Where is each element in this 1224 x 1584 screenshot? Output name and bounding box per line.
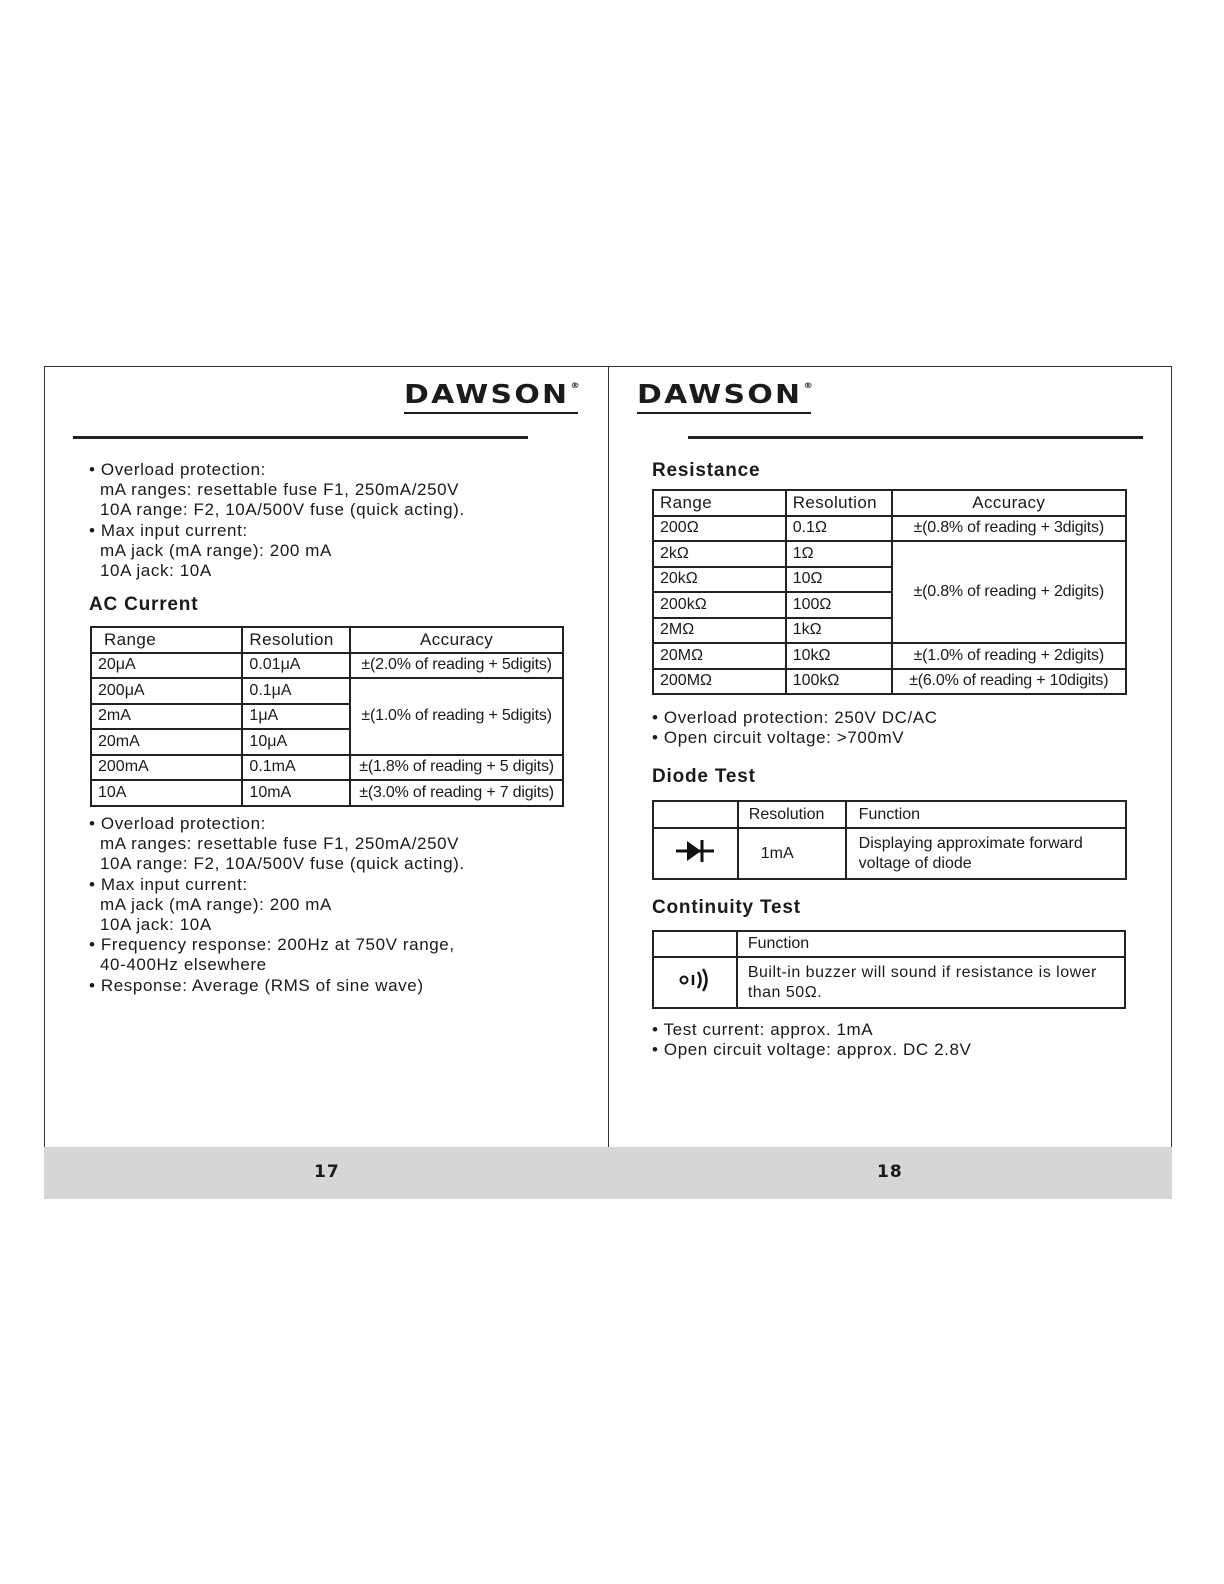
bullet-line: mA ranges: resettable fuse F1, 250mA/250V	[100, 834, 460, 854]
resistance-heading: Resistance	[652, 460, 761, 481]
resolution-cell: 1mA	[738, 828, 846, 879]
brand-logo-right: DAWSON®	[637, 380, 813, 410]
continuity-bullets	[652, 1020, 971, 1060]
bullet-line: 10A range: F2, 10A/500V fuse (quick acting).	[100, 854, 465, 874]
page-number-right: 18	[877, 1162, 903, 1182]
accuracy-cell: ±(2.0% of reading + 5digits)	[350, 653, 563, 679]
bullet-line: • Open circuit voltage: >700mV	[652, 728, 938, 748]
accuracy-cell: ±(0.8% of reading + 2digits)	[892, 541, 1126, 643]
footer-band	[44, 1147, 1172, 1199]
left-bottom-bullets	[89, 814, 465, 996]
header-resolution: Resolution	[738, 801, 846, 828]
resolution-cell: 1μA	[242, 704, 350, 730]
header-range: Range	[653, 490, 786, 516]
resolution-cell: 10kΩ	[786, 643, 892, 669]
left-top-bullets	[89, 460, 465, 581]
accuracy-cell: ±(0.8% of reading + 3digits)	[892, 516, 1126, 542]
accuracy-cell: ±(6.0% of reading + 10digits)	[892, 669, 1126, 695]
bullet-line: • Frequency response: 200Hz at 750V range,	[89, 935, 465, 955]
bullet-line: 10A jack: 10A	[100, 915, 212, 935]
accuracy-cell: ±(1.0% of reading + 2digits)	[892, 643, 1126, 669]
table-row	[91, 678, 563, 704]
logo-underline-left	[404, 412, 578, 414]
bullet-line: • Max input current:	[89, 875, 465, 895]
bullet-line: • Overload protection: 250V DC/AC	[652, 708, 938, 728]
bullet-line: • Test current: approx. 1mA	[652, 1020, 971, 1040]
header-range: Range	[91, 627, 242, 653]
range-cell: 2mA	[91, 704, 242, 730]
range-cell: 2MΩ	[653, 618, 786, 644]
resolution-cell: 10Ω	[786, 567, 892, 593]
bullet-line: mA ranges: resettable fuse F1, 250mA/250V	[100, 480, 460, 500]
header-resolution: Resolution	[242, 627, 350, 653]
ac-current-table	[90, 626, 564, 807]
logo-underline-right	[637, 412, 811, 414]
bullet-line: mA jack (mA range): 200 mA	[100, 894, 332, 914]
page-divider	[608, 366, 609, 1148]
header-function: Function	[846, 801, 1126, 828]
accuracy-cell: ±(1.8% of reading + 5 digits)	[350, 755, 563, 781]
bullet-line: 40-400Hz elsewhere	[100, 955, 267, 975]
header-accuracy: Accuracy	[350, 627, 563, 653]
range-cell: 200mA	[91, 755, 242, 781]
range-cell: 2kΩ	[653, 541, 786, 567]
page-number-left: 17	[314, 1162, 340, 1182]
header-rule-left	[73, 436, 528, 439]
icon-header-cell	[653, 931, 737, 957]
bullet-line: mA jack (mA range): 200 mA	[100, 540, 332, 560]
range-cell: 200kΩ	[653, 592, 786, 618]
bullet-line: 10A range: F2, 10A/500V fuse (quick acting).	[100, 500, 465, 520]
range-cell: 20μA	[91, 653, 242, 679]
table-row	[653, 516, 1126, 542]
range-cell: 20MΩ	[653, 643, 786, 669]
resistance-bullets	[652, 708, 938, 748]
continuity-test-heading: Continuity Test	[652, 897, 801, 918]
table-header-row	[653, 801, 1126, 828]
resolution-cell: 1Ω	[786, 541, 892, 567]
bullet-line: • Open circuit voltage: approx. DC 2.8V	[652, 1040, 971, 1060]
resolution-cell: 1kΩ	[786, 618, 892, 644]
range-cell: 200MΩ	[653, 669, 786, 695]
continuity-test-table	[652, 930, 1126, 1009]
bullet-line: • Max input current:	[89, 521, 465, 541]
table-row	[653, 541, 1126, 567]
table-header-row	[91, 627, 563, 653]
bullet-line: • Overload protection:	[89, 460, 465, 480]
diode-test-table	[652, 800, 1127, 880]
table-row	[653, 957, 1125, 1008]
resistance-table	[652, 489, 1127, 695]
table-row	[91, 780, 563, 806]
buzzer-sound-icon	[678, 966, 712, 994]
table-row	[91, 755, 563, 781]
resolution-cell: 0.1mA	[242, 755, 350, 781]
diode-cell	[653, 828, 738, 879]
resolution-cell: 10μA	[242, 729, 350, 755]
diode-symbol-icon	[674, 837, 716, 865]
table-row	[91, 653, 563, 679]
function-cell: Displaying approximate forward voltage of diode	[846, 828, 1126, 879]
range-cell: 200μA	[91, 678, 242, 704]
range-cell: 200Ω	[653, 516, 786, 542]
brand-logo-left: DAWSON®	[404, 380, 580, 410]
bullet-line: • Response: Average (RMS of sine wave)	[89, 976, 465, 996]
buzzer-cell	[653, 957, 737, 1008]
table-row	[653, 643, 1126, 669]
resolution-cell: 0.1μA	[242, 678, 350, 704]
ac-current-heading: AC Current	[89, 594, 199, 615]
header-function: Function	[737, 931, 1125, 957]
range-cell: 10A	[91, 780, 242, 806]
resolution-cell: 100kΩ	[786, 669, 892, 695]
table-header-row	[653, 931, 1125, 957]
header-accuracy: Accuracy	[892, 490, 1126, 516]
bullet-line: • Overload protection:	[89, 814, 465, 834]
accuracy-cell: ±(1.0% of reading + 5digits)	[350, 678, 563, 755]
header-rule-right	[688, 436, 1143, 439]
range-cell: 20mA	[91, 729, 242, 755]
resolution-cell: 0.1Ω	[786, 516, 892, 542]
range-cell: 20kΩ	[653, 567, 786, 593]
table-header-row	[653, 490, 1126, 516]
header-resolution: Resolution	[786, 490, 892, 516]
resolution-cell: 100Ω	[786, 592, 892, 618]
function-cell: Built-in buzzer will sound if resistance is lower than 50Ω.	[737, 957, 1125, 1008]
bullet-line: 10A jack: 10A	[100, 561, 212, 581]
icon-header-cell	[653, 801, 738, 828]
accuracy-cell: ±(3.0% of reading + 7 digits)	[350, 780, 563, 806]
diode-test-heading: Diode Test	[652, 766, 756, 787]
table-row	[653, 828, 1126, 879]
resolution-cell: 10mA	[242, 780, 350, 806]
resolution-cell: 0.01μA	[242, 653, 350, 679]
table-row	[653, 669, 1126, 695]
